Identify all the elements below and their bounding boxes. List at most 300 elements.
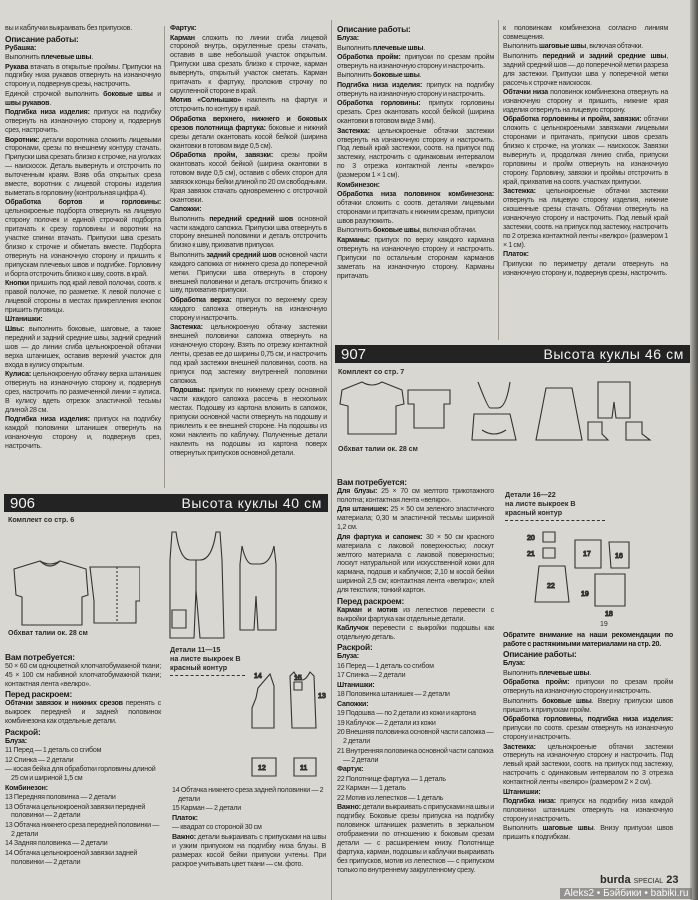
bold-term: Застежка: — [170, 323, 203, 332]
bold-term: Обтачки низа — [503, 88, 549, 97]
instructions-907 — [503, 631, 673, 843]
text: и — [152, 89, 161, 98]
bold-term: Швы: — [5, 324, 25, 333]
bold-term: Рубашка: — [5, 43, 37, 52]
text: , включая обтачки. — [419, 226, 477, 235]
paragraph — [170, 96, 327, 114]
paragraph — [5, 53, 161, 62]
paragraph — [170, 296, 327, 323]
text: Выполнить — [503, 42, 539, 51]
text: Перед раскроем: — [5, 689, 73, 700]
bold-term: плечевые швы — [373, 43, 424, 52]
text: припуск на подгибку каждой половинки штанишек отвернуть на изнаночную сторону и, подвернув срез, настрочить. — [5, 415, 161, 450]
text: перевести с выкройки подошвы как отдельную деталь. — [337, 624, 494, 641]
details-sheet: на листе выкроек B — [170, 654, 241, 663]
paragraph — [337, 99, 494, 126]
cutting-list-item — [337, 775, 494, 784]
text: . — [419, 71, 422, 80]
bold-term: Рукава — [5, 62, 29, 71]
bold-term: задний средний шов — [206, 250, 277, 259]
text: цельнокроеную обтачку застежки внешней половинки сапожка отвернуть на изнаночную сторону. Взять по отрезку контактной ленты, срезав ее до ширины 0,75 см, и настрочить под край застежки внешней половинки, соотв. на припуск под застежку внутренней половинки сапожка. — [170, 323, 327, 385]
paragraph — [172, 814, 326, 823]
section-heading — [337, 642, 494, 652]
text: 16 Перед — 1 деталь со сгибом — [337, 661, 434, 670]
text: обтачки сложить с цельнокроеными завязками лицевыми сторонами и притачать, припуски швов срезать близко к строчке, на уголках — наискосок. Завязки вывернуть и, продолжая линию сгиба, припуски горловины и пройм отвернуть на изнаночную сторону. Горловину, завязки и проймы отстрочить в край, прихватив на соотв. участках припуски. — [503, 115, 668, 186]
paragraph — [170, 386, 327, 457]
text: Выполнить — [5, 53, 41, 61]
column-divider — [498, 20, 499, 340]
paragraph — [503, 250, 668, 259]
cutting-list-item — [172, 804, 326, 813]
text: Выполнить — [503, 696, 543, 705]
details-contour: красный контур — [170, 663, 228, 672]
paragraph — [503, 697, 673, 715]
bold-term: передний и задний средние швы — [542, 51, 667, 60]
cutting-list-item — [337, 728, 494, 746]
text: боковые и нижний срезы детали окантовать косой бейкой (ширина окантовки в готовом виде 0,5 см). — [170, 123, 327, 150]
text: пришить под край левой полочки, соотв. к правой полочке, по разметке. К левой полочке с лицевой стороны в местах прикрепления кнопок пришить пуговицы. — [5, 279, 161, 314]
kit-reference: Комплект со стр. 7 — [338, 367, 405, 376]
cutting-list-item — [5, 765, 161, 783]
bold-term: Блуза: — [337, 34, 359, 42]
paragraph — [337, 681, 494, 690]
cutting-list-item — [5, 746, 161, 755]
text: перенять с выкроек передней и задней половинок комбинезона как отдельные детали. — [5, 699, 161, 726]
paragraph — [503, 788, 673, 797]
text: Описание работы: — [503, 649, 577, 660]
doll-height-title: Высота куклы 46 см — [543, 346, 684, 362]
text: цельнокроеную обтачку верха штанишек отвернуть на изнаночную сторону и, подвернув срез, настрочить по размеченной линии = кулиса. В кулису вдеть отрезок эластичной тесьмы длиной 28 см. — [5, 370, 161, 414]
text: Раскрой: — [337, 642, 373, 653]
pattern-diagram-906 — [250, 668, 330, 780]
paragraph — [170, 205, 327, 214]
bold-term: Фартук: — [170, 24, 197, 32]
paragraph — [337, 505, 494, 532]
bold-term: Карман и мотив — [337, 605, 398, 614]
bold-term: Платок: — [172, 813, 198, 822]
text: 15 Карман — 2 детали — [172, 804, 242, 813]
paragraph — [337, 190, 494, 226]
doll-height-title: Высота куклы 40 см — [181, 495, 322, 511]
cutting-list-item — [5, 756, 161, 765]
paragraph — [337, 181, 494, 190]
paragraph — [337, 624, 494, 642]
paragraph — [337, 487, 494, 505]
bold-term: Платок: — [503, 250, 529, 259]
cutting-list-item — [337, 719, 494, 728]
text: 22 Карман — 1 деталь — [337, 784, 406, 793]
text: Выполнить — [337, 43, 373, 52]
text: — косая бейка для обработки горловины длиной 25 см и шириной 1,5 см — [5, 765, 156, 783]
paragraph — [337, 652, 494, 661]
text: Вам потребуется: — [5, 652, 75, 662]
paragraph — [5, 737, 161, 746]
text: припуск по верху каждого кармана отвернуть на изнаночную сторону и настрочить. Припуски по остальным сторонам карманов заметать на изнаночную сторону. Карманы притачать — [337, 235, 494, 280]
text: детали воротника сложить лицевыми сторонами, срезы по внешнему контуру стачать. Припуски шва срезать близко к строчке, на уголках — наискосок. Деталь вывернуть и отстрочить по выточенным краям. Взяв оба открытых среза вместе, воротник с лицевой стороны изделия выметать в горловину (контрольная цифра 4). — [5, 135, 161, 197]
pattern-label: 16 — [615, 553, 623, 560]
section-heading — [337, 477, 494, 487]
paragraph — [503, 187, 668, 249]
bold-term: Подошвы: — [170, 386, 206, 395]
bold-term: шаговые швы — [542, 824, 594, 833]
text: выполнить боковые, шаговые, а также передний и задний средние швы, задний средний шов — до линии сгиба цельнокроеной обтачки верха штанишек, оставив верхний участок для входа в кулису открытым. — [5, 324, 161, 369]
kit-reference: Комплект со стр. 6 — [8, 515, 75, 524]
paragraph — [5, 315, 161, 324]
text: припуск на подгибку отвернуть на изнаночную сторону и, подвернув срез, настрочить. — [5, 108, 161, 135]
text: вы и каблучки выкраивать без припусков. — [5, 24, 133, 32]
paragraph — [170, 323, 327, 385]
text: сложить по линии сгиба лицевой стороной внутрь, скругленные срезы стачать, оставив в шве небольшой участок открытым. Припуски шва срезать близко к строчке, карман вывернуть, открытый участок сметать. Карман притачать к фартуку, проложив строчку по скругленной стороне в край. — [170, 33, 327, 95]
paragraph — [5, 108, 161, 135]
bold-term: Подгибка низа изделия: — [5, 108, 90, 117]
cutting-list-item — [337, 794, 494, 803]
paragraph — [503, 260, 668, 278]
text: срезы пройм окантовать косой бейкой (ширина окантовки в готовом виде 0,5 см), оставив с обеих сторон для завязок концы бейки длиной по 20 см свободными. Края завязок стачать одновременно с отстрочкой окантовки. — [170, 151, 327, 204]
paragraph — [170, 215, 327, 251]
bold-term: Блуза: — [337, 652, 359, 661]
cutting-list-item — [5, 821, 161, 839]
bold-term: Застежка: — [503, 742, 536, 751]
text: Вам потребуется: — [337, 477, 407, 487]
cutting-list-item — [337, 662, 494, 671]
paragraph — [337, 700, 494, 709]
bold-term: Обработка верха: — [170, 295, 232, 304]
bold-term: Подгибка низа: — [503, 797, 556, 806]
text: припуски по соотв. срезам отвернуть на изнаночную сторону и настрочить. — [503, 724, 673, 742]
text: из лепестков перевести с выкройки фартука как отдельные детали. — [337, 605, 494, 623]
text: Выполнить — [170, 250, 207, 259]
text: цельнокроеные подборта отвернуть на лицевую сторону полочек и единой строчкой подборта притачать к срезу горловины и воротник на участке спинки втачать. Припуски шва срезать близко к строчке и обметать вместе. Подборта отвернуть на изнаночную сторону и пришить к припускам плечевых швов и подгибке. Горловину и борта отстрочить близко к шву, соотв. в край. — [5, 207, 161, 278]
pattern-details-note — [170, 645, 245, 676]
waist-caption: Обхват талии ок. 28 см — [8, 630, 88, 637]
details-range: Детали 11—15 — [170, 645, 221, 654]
bold-term: Каблучок — [337, 624, 369, 633]
bold-term: Штанишки: — [5, 315, 43, 324]
bold-term: Сапожки: — [337, 699, 369, 708]
text: 11 Перед — 1 деталь со сгибом — [5, 746, 102, 755]
details-sheet: на листе выкроек B — [505, 499, 576, 508]
bold-term: Штанишки: — [337, 680, 375, 689]
pattern-diagram-907 — [525, 530, 635, 620]
cutting-list-item — [337, 709, 494, 718]
text: припуск на подгибку отвернуть на изнаночную сторону и настрочить. — [337, 80, 494, 98]
text: припуск по верхнему срезу каждого сапожка отвернуть на изнаночную сторону и настрочить. — [170, 295, 327, 322]
cutting-list-item — [337, 690, 494, 699]
text: 13 Обтачка нижнего среза передней половинки — 2 детали — [5, 820, 160, 838]
text: Выполнить — [170, 214, 210, 223]
text: , задний средний шов — до поперечной метки разреза для застежки. Припуски шва у поперечной метки рассечь к строчке наискосок. — [503, 51, 668, 87]
column-divider — [164, 26, 165, 488]
bold-term: Комбинезон: — [5, 783, 48, 792]
watermark: Aleks2 • Бэйбики • babiki.ru — [560, 888, 692, 899]
bold-term: Кулиса: — [5, 370, 31, 379]
text: Выполнить — [337, 226, 373, 235]
text: 12 Спинка — 2 детали — [5, 755, 74, 764]
section-heading — [5, 652, 161, 662]
bold-term: Обработка пройм, завязки: — [170, 151, 273, 160]
pattern-label: 18 — [605, 611, 613, 618]
text: обтачки сложить с соотв. деталями лицевыми сторонами и притачать к нижним срезам, припуски швов разутюжить. — [337, 199, 494, 225]
bold-term: Важно: — [172, 832, 196, 841]
text: 14 Обтачка нижнего среза задней половинки — 2 детали — [172, 786, 324, 803]
text: . — [49, 98, 52, 107]
text: 20 Внешняя половинка основной части сапожка — 2 детали — [337, 728, 494, 746]
cutting-list-item — [5, 839, 161, 848]
bold-term: Для блузы: — [337, 487, 378, 495]
paragraph — [503, 24, 668, 42]
bold-term: плечевые швы — [41, 53, 92, 61]
text: втачать в открытые проймы. Припуски на подгибку низа рукавов отвернуть на изнаночную сторону и, подвернув срезы, настрочить. — [5, 62, 161, 89]
paragraph — [5, 784, 161, 793]
pattern-label: 21 — [527, 551, 535, 558]
paragraph — [337, 606, 494, 624]
paragraph — [503, 88, 668, 115]
text: цельнокроеные обтачки застежки отвернуть на изнаночную сторону и настрочить. Под левый край застежки, соотв. на припуск под застежку, настрочить с одинаковым интервалом по 3 отрезка контактной ленты «велкро» (размером 2 × 2 см). — [503, 742, 673, 787]
text: 25 × 70 см желтого трикотажного полотна; контактная лента «велкро». — [337, 487, 495, 504]
bold-term: Обработка горловины, подгибка низа изделия: — [503, 715, 673, 724]
paragraph — [5, 136, 161, 198]
paragraph — [5, 325, 161, 370]
footer-brand — [600, 874, 679, 888]
paragraph — [337, 803, 494, 874]
pattern-label: 13 — [318, 693, 326, 700]
paragraph — [503, 678, 673, 696]
text: Единой строчкой выполнить — [5, 89, 104, 98]
brand-special: SPECIAL — [633, 878, 664, 885]
bold-term: Мотив «Солнышко» — [170, 96, 241, 105]
text: , включая обтачки. — [586, 42, 644, 51]
text: цельнокроеные обтачки застежки отвернуть на лицевую сторону изделия, нижние скошенные срезы стачать. Обтачки отвернуть на изнаночную сторону и настрочить. Под левый край застежки, соотв. на припуск под застежку, настрочить по 2 отрезка контактной ленты «велкро» (размером 1 × 1 см). — [503, 187, 668, 249]
column-4-instructions — [503, 24, 668, 278]
text: Выполнить — [503, 668, 539, 677]
text: припуски по срезам пройм отвернуть на изнаночную сторону и настрочить. — [337, 53, 494, 70]
overalls-illustration — [160, 530, 280, 642]
text: Выполнить — [503, 824, 543, 833]
paragraph — [170, 34, 327, 96]
waist-caption: Обхват талии ок. 28 см — [338, 446, 418, 453]
section-heading — [337, 596, 494, 606]
bold-term: Кнопки — [5, 279, 29, 288]
text: 19 Подошва — по 2 детали из кожи и картона — [337, 709, 476, 718]
column-3-instructions — [337, 24, 494, 281]
bold-term: плечевые швы — [539, 668, 590, 677]
materials-and-cutting-906 — [5, 652, 161, 867]
text: припуск на подгибку низа каждой половинки штанишек отвернуть на изнаночную сторону и настрочить. — [503, 797, 673, 823]
paragraph — [170, 115, 327, 151]
paragraph — [503, 824, 673, 842]
bold-term: Воротник: — [5, 135, 40, 144]
bold-term: Обработка горловины и пройм, завязки: — [503, 115, 642, 124]
column-divider — [331, 20, 332, 900]
paragraph — [5, 699, 161, 726]
bold-term: Комбинезон: — [337, 180, 380, 189]
cutting-list-item — [337, 671, 494, 680]
text: 19 Каблучок — 2 детали из кожи — [337, 718, 436, 727]
text: припуски по срезам пройм отвернуть на изнаночную сторону и настрочить. — [503, 678, 673, 696]
paragraph — [170, 24, 327, 33]
bold-term: Обработка горловины: — [337, 99, 421, 108]
text: припуск горловины срезать. Срез окантовать косой бейкой (ширина окантовки в готовом виде 3 мм). — [337, 99, 494, 126]
text: 21 Внутренняя половинка основной части сапожка — 2 детали — [337, 746, 494, 764]
bold-term: Блуза: — [503, 659, 525, 668]
section-heading — [503, 649, 673, 659]
bold-term: Для фартука и сапожек: — [337, 532, 423, 541]
paragraph — [5, 198, 161, 278]
bold-term: Блуза: — [5, 736, 27, 745]
pattern-label: 20 — [527, 535, 535, 542]
text: основной части каждого сапожка от нижнего среза до поперечной метки. Припуски шва отвернуть в сторону внешней половинки и деталь отстрочить близко к шву, прихватив припуски. — [170, 250, 327, 295]
bold-term: Карманы: — [337, 235, 370, 244]
text: Описание работы: — [337, 24, 411, 34]
pattern-label: 12 — [258, 765, 266, 772]
paragraph — [5, 370, 161, 415]
cutting-list-item — [172, 786, 326, 804]
paragraph — [5, 279, 161, 315]
bold-term: Подгибка низа изделия: — [5, 415, 90, 424]
bold-term: Обработка пройм: — [337, 53, 401, 61]
paragraph — [5, 415, 161, 451]
paragraph — [170, 251, 327, 296]
bold-term: Обработка низа половинок комбинезона: — [337, 190, 494, 199]
text: . — [423, 43, 426, 52]
bold-term: Карман — [170, 33, 195, 42]
paragraph — [337, 53, 494, 71]
paragraph — [170, 151, 327, 204]
paragraph — [5, 44, 161, 53]
paragraph — [503, 631, 673, 649]
bold-term: Застежка: — [337, 126, 370, 135]
bold-term: Обратите внимание на наши рекомендации по работе с растяжимыми материалами на стр. 20. — [503, 631, 673, 648]
text: 14 Задняя половинка — 2 детали — [5, 839, 108, 848]
text: 17 Спинка — 2 детали — [337, 671, 406, 680]
text: к половинкам комбинезона согласно линиям совмещения. — [503, 24, 668, 41]
text: наклеить на фартук и отстрочить по контуру в край. — [170, 96, 327, 114]
outfit-907-illustration — [338, 378, 688, 444]
paragraph — [337, 34, 494, 43]
pattern-label: 22 — [547, 583, 555, 590]
pattern-label: 15 — [294, 675, 302, 682]
text: 25 × 50 см зеленого эластичного материала; 0,30 м эластичной тесьмы шириной 1,2 см. — [337, 505, 494, 532]
pattern-label: 19 — [581, 591, 589, 598]
paragraph — [337, 127, 494, 180]
text: . Вверху припуски швов пришить к припускам пройм. — [503, 696, 674, 714]
text: . — [589, 668, 592, 677]
section-heading — [5, 727, 161, 737]
paragraph — [337, 81, 494, 99]
text: детали выкраивать с припусками на швы и узким припуском на подгибку низа блузы. В размерах косой бейки припуски учтены. При раскрое учитывать цвет ткани — см. фото. — [172, 832, 326, 868]
pattern-details-note — [505, 490, 605, 521]
column-1-instructions — [5, 24, 161, 451]
paragraph — [337, 236, 494, 281]
model-number: 907 — [341, 345, 367, 363]
bold-term: боковые швы — [373, 71, 420, 80]
bold-term: Подгибка низа изделия: — [337, 80, 423, 89]
bold-term: Обработка бортов и горловины: — [5, 198, 161, 207]
text: 22 Мотив из лепестков — 1 деталь — [337, 793, 444, 802]
pattern-label: 14 — [254, 673, 262, 680]
page-number: 23 — [666, 874, 679, 886]
section-907-header — [335, 345, 690, 363]
bold-term: боковые швы — [542, 696, 592, 705]
text: Выполнить — [503, 51, 543, 60]
pattern-label: 17 — [583, 551, 591, 558]
text: 18 Половинка штанишек — 2 детали — [337, 690, 450, 699]
text: цельнокроеные обтачки застежки отвернуть на изнаночную сторону и настрочить. Под левый край застежки, соотв. на припуск под застежку, настрочить с одинаковым интервалом по 3 отрезка контактной ленты «велкро» (размером 1 × 1 см). — [337, 126, 494, 180]
paragraph — [5, 63, 161, 90]
text: Описание работы: — [5, 33, 79, 44]
cutting-list-item — [337, 747, 494, 765]
cutting-list-item — [5, 849, 161, 867]
page-marker: 19 — [600, 621, 608, 628]
cutting-list-item — [172, 823, 326, 832]
paragraph — [503, 797, 673, 824]
bold-term: передний средний шов — [209, 214, 294, 223]
text: 14 Обтачка цельнокроеной завязки задней половинки — 2 детали — [5, 848, 138, 866]
bold-term: Сапожки: — [170, 205, 202, 214]
paragraph — [337, 765, 494, 774]
cutting-list-item — [5, 803, 161, 821]
bold-term: Обтачки завязок и нижних срезов — [5, 699, 123, 708]
bold-term: Важно: — [337, 803, 361, 812]
section-906-header — [4, 494, 328, 512]
text: Перед раскроем: — [337, 595, 405, 606]
model-number: 906 — [10, 494, 36, 512]
paragraph — [337, 44, 494, 53]
paragraph — [337, 533, 494, 595]
text: 13 Обтачка цельнокроеной завязки передней половинки — 2 детали — [5, 802, 146, 820]
text: половинок комбинезона отвернуть на изнаночную сторону и пришить, нижние края изделия отвернуть на лицевую сторону. — [503, 88, 668, 114]
section-heading — [337, 24, 494, 34]
text: 22 Полотнище фартука — 1 деталь — [337, 774, 446, 783]
paragraph — [503, 115, 668, 186]
text: 50 × 60 см одноцветной хлопчатобумажной ткани; 45 × 100 см набивной хлопчатобумажной ткани; контактная лента «велкро». — [5, 662, 161, 688]
text: 30 × 50 см красного материала с лаковой поверхностью; лоскут желтого материала с лаковой поверхностью; лоскут натуральной или искусственной кожи для кармана, подошв и каблучков; 2,10 м косой бейки шириной 2,5 см; контактная лента «велкро»; клей для текстиля; тонкий картон. — [337, 532, 495, 595]
section-heading — [5, 34, 161, 44]
bold-term: шаговые швы — [539, 42, 587, 51]
shirt-illustration — [10, 555, 140, 630]
bold-term: боковые швы — [373, 226, 420, 235]
bold-term: Для штанишек: — [337, 505, 389, 514]
cutting-continued-906 — [172, 786, 326, 869]
text: — квадрат со стороной 30 см — [172, 823, 262, 832]
text: припуск по нижнему срезу основной части каждого сапожка рассечь в нескольких местах. Подошву из картона вложить в сапожок, припуски основной части отвернуть на подошву и приклеить к ее внешней стороне. На подошвы из кожи наклеить по каблучку. Полученные детали наклеить на подошвы из картона поверх отвернутых припусков основной детали. — [170, 386, 327, 457]
text: основной части каждого сапожка. Припуски шва отвернуть в сторону внешней половинки и деталь отстрочить близко к шву, прихватив припуски. — [170, 214, 327, 250]
text: 13 Передняя половинка — 2 детали — [5, 793, 116, 802]
paragraph — [5, 662, 161, 689]
paragraph — [503, 743, 673, 788]
column-2-instructions — [170, 24, 327, 458]
pattern-label: 11 — [300, 765, 308, 772]
page-gutter-shadow — [690, 0, 698, 900]
cutting-list-item — [337, 784, 494, 793]
paragraph — [503, 659, 673, 668]
section-heading — [5, 689, 161, 699]
details-contour: красный контур — [505, 508, 563, 517]
bold-term: Застежка: — [503, 187, 536, 196]
paragraph — [503, 42, 668, 51]
text: Припуски по периметру детали отвернуть на изнаночную сторону и, подвернув срезы, настрочить. — [503, 259, 668, 277]
bold-term: Обработка верхнего, нижнего и боковых срезов полотнища фартука: — [170, 114, 327, 132]
text: детали выкраивать с припусками на швы и подгибку. Боковые срезы припуска на подгибку половинок штанишек разметить в зеркальном отображении по отношению к боковым срезам детали — с расширением книзу. Полотнище фартука, карман, подошвы и каблучки выкраивать без припусков, мотив из лепестков — с припуском только по внутреннему закругленному срезу. — [337, 803, 494, 874]
paragraph — [503, 715, 673, 742]
paragraph — [172, 833, 326, 869]
details-range: Детали 16—22 — [505, 490, 556, 499]
text: . Внизу припуски швов пришить к подгибкам. — [503, 824, 673, 842]
paragraph — [5, 90, 161, 108]
materials-and-cutting-907 — [337, 477, 494, 875]
bold-term: Обработка пройм: — [503, 678, 570, 687]
bold-term: Штанишки: — [503, 787, 541, 796]
